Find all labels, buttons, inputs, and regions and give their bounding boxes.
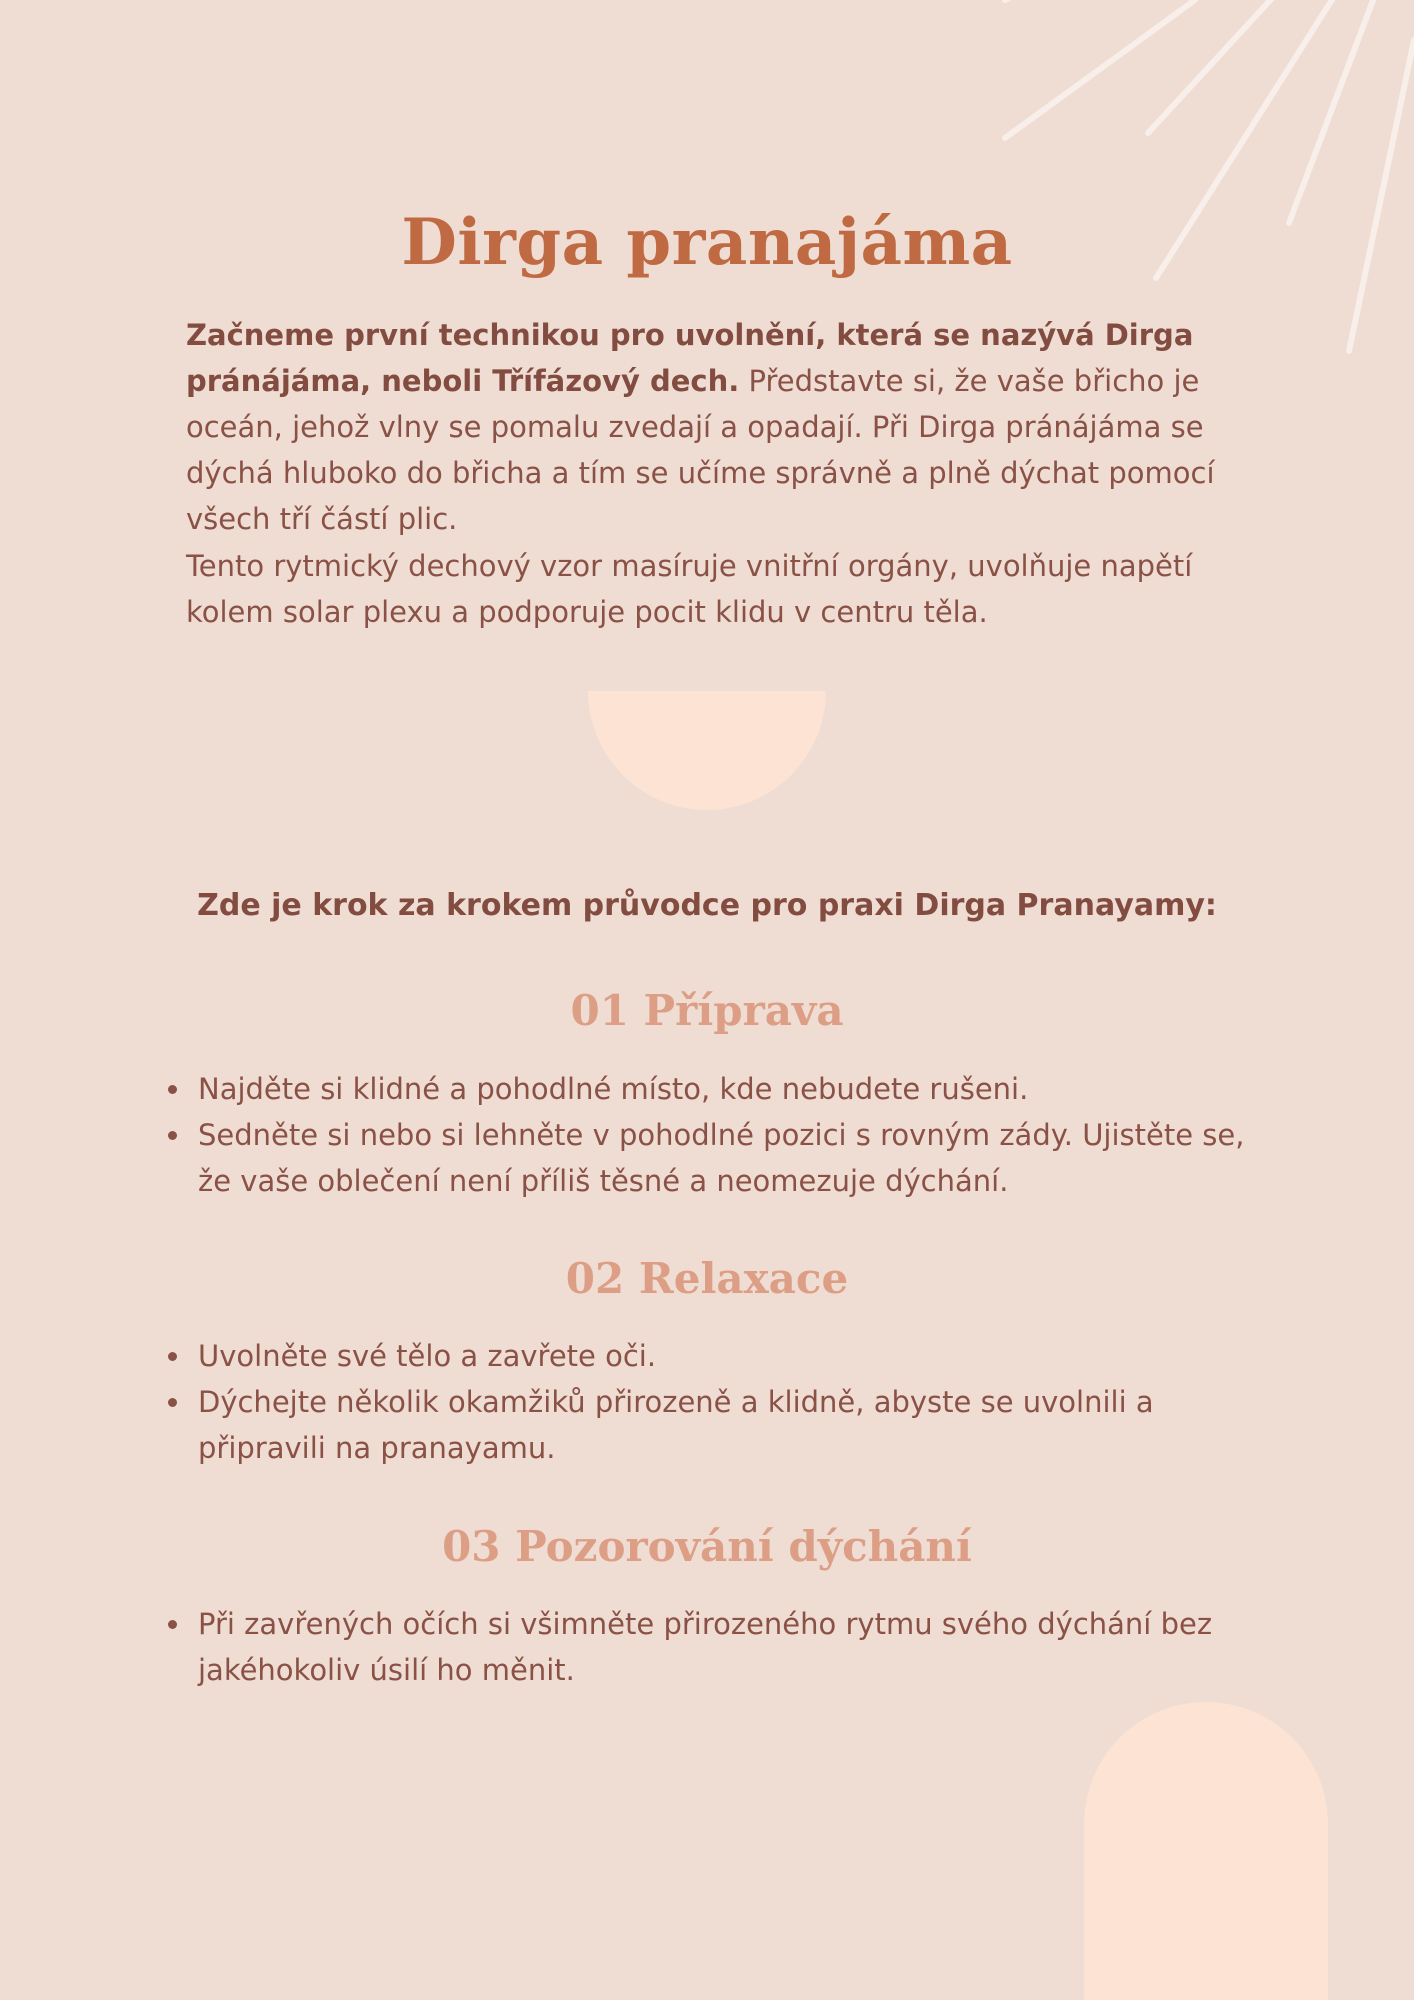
list-item: Dýchejte několik okamžiků přirozeně a klidně, abyste se uvolnili a připravili na pranayamu. — [198, 1379, 1278, 1471]
half-circle-decoration — [588, 691, 826, 810]
arch-decoration — [1084, 1702, 1328, 2000]
page-title: Dirga pranajáma — [401, 205, 1013, 280]
preparation-list — [198, 1066, 1278, 1204]
list-item: Najděte si klidné a pohodlné místo, kde nebudete rušeni. — [198, 1066, 1278, 1112]
section-title-preparation: 01 Příprava — [570, 986, 844, 1035]
section-title-relaxation: 02 Relaxace — [565, 1254, 849, 1303]
intro-paragraph-2: Tento rytmický dechový vzor masíruje vnitřní orgány, uvolňuje napětí kolem solar plexu a podporuje pocit klidu v centru těla. — [186, 549, 1193, 629]
observation-list — [198, 1601, 1278, 1693]
intro-text: Představte si, že vaše břicho je oceán, jehož vlny se pomalu zvedají a opadají. Při Dirga pránájáma se dýchá hluboko do břicha a tím se učíme správně a plně dýchat pomocí všech tří částí plic. — [186, 364, 1215, 536]
list-item: Sedněte si nebo si lehněte v pohodlné pozici s rovným zády. Ujistěte se, že vaše oblečení není příliš těsné a neomezuje dýchání. — [198, 1112, 1278, 1204]
list-item: Při zavřených očích si všimněte přirozeného rytmu svého dýchání bez jakéhokoliv úsilí ho měnit. — [198, 1601, 1278, 1693]
list-item: Uvolněte své tělo a zavřete oči. — [198, 1333, 1278, 1379]
guide-heading: Zde je krok za krokem průvodce pro praxi Dirga Pranayamy: — [197, 888, 1217, 923]
relaxation-list — [198, 1333, 1278, 1471]
intro-paragraph — [186, 312, 1276, 542]
section-title-breathing-observation: 03 Pozorování dýchání — [442, 1522, 972, 1571]
intro-bold-text: Začneme první technikou pro uvolnění, která se nazývá Dirga pránájáma, neboli Třífázový dech. — [186, 318, 1194, 398]
